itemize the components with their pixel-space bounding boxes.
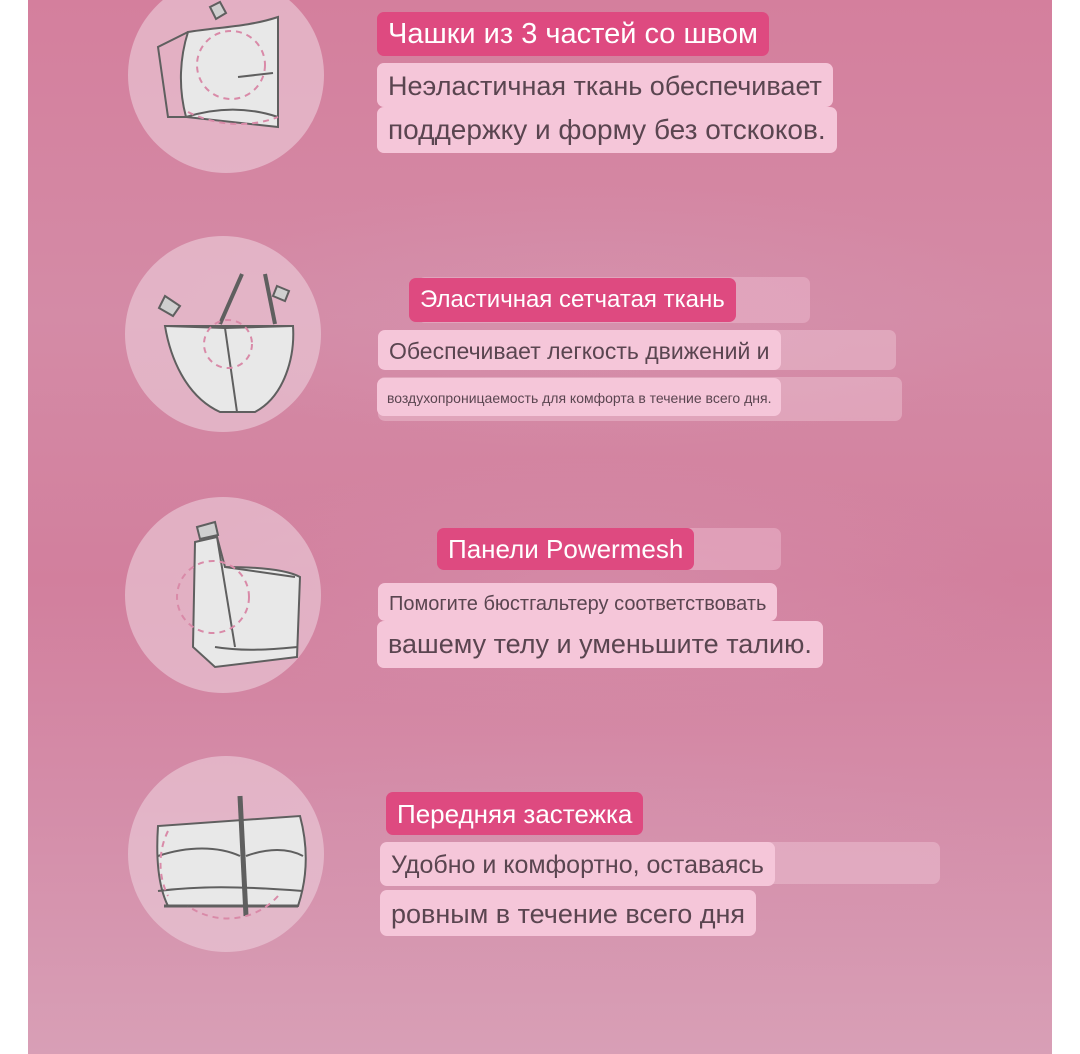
feature-description-line-1: Обеспечивает легкость движений и [378, 330, 781, 370]
feature-description-line-2: вашему телу и уменьшите талию. [377, 621, 823, 668]
three-part-cup-bra-icon [128, 0, 324, 173]
feature-description-line-2: поддержку и форму без отскоков. [377, 107, 837, 153]
mesh-bra-front-icon [125, 236, 321, 432]
feature-description-line-1: Помогите бюстгальтеру соответствовать [378, 583, 777, 621]
powermesh-side-panel-icon [125, 497, 321, 693]
feature-title: Передняя застежка [386, 792, 643, 835]
feature-description-line-1: Неэластичная ткань обеспечивает [377, 63, 833, 107]
feature-front-closure [28, 750, 1052, 1054]
feature-title: Панели Powermesh [437, 528, 694, 570]
feature-description-line-2: ровным в течение всего дня [380, 890, 756, 936]
feature-description-line-1: Удобно и комфортно, оставаясь [380, 842, 775, 886]
feature-elastic-mesh [28, 230, 1052, 490]
feature-title: Чашки из 3 частей со швом [377, 12, 769, 56]
feature-powermesh-panels [28, 490, 1052, 750]
front-closure-bra-icon [128, 756, 324, 952]
feature-three-part-cups [28, 0, 1052, 230]
feature-description-line-2: воздухопроницаемость для комфорта в течение всего дня. [377, 378, 781, 416]
feature-title: Эластичная сетчатая ткань [409, 278, 736, 322]
features-infographic [28, 0, 1052, 1054]
